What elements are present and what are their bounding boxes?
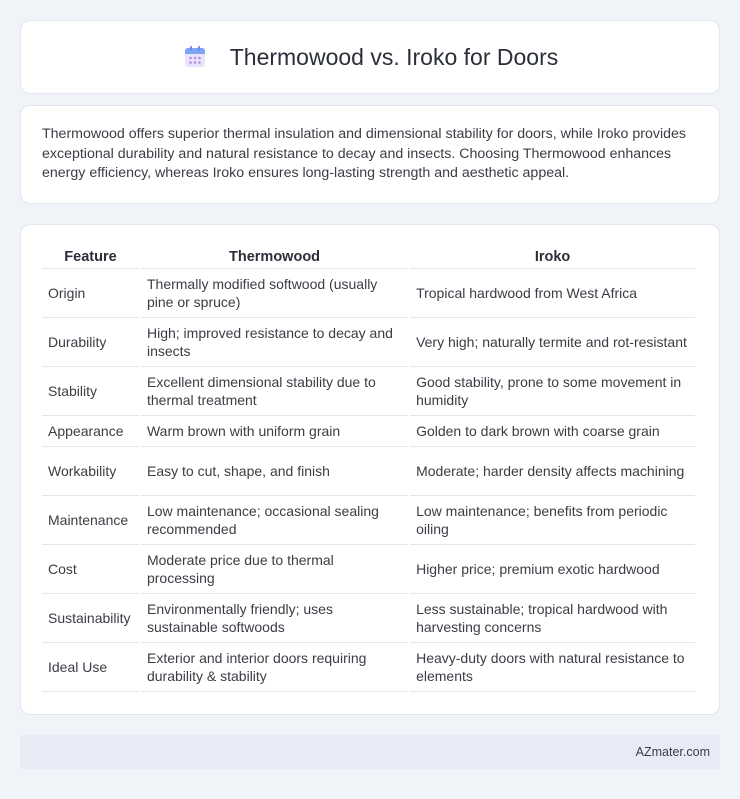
table-row	[42, 545, 695, 594]
thermowood-cell: Exterior and interior doors requiring durability & stability	[141, 643, 408, 692]
page-title: Thermowood vs. Iroko for Doors	[229, 43, 559, 70]
table-row	[42, 447, 695, 496]
iroko-cell: Tropical hardwood from West Africa	[410, 269, 695, 318]
feature-cell: Cost	[42, 545, 139, 594]
table-row	[42, 416, 695, 447]
header-iroko: Iroko	[410, 245, 695, 269]
table-header-row	[42, 245, 695, 269]
footer-brand: AZmater.com	[635, 745, 710, 759]
thermowood-cell: High; improved resistance to decay and insects	[141, 318, 408, 367]
feature-cell: Maintenance	[42, 496, 139, 545]
iroko-cell: Moderate; harder density affects machining	[410, 447, 695, 496]
feature-cell: Appearance	[42, 416, 139, 447]
table-row	[42, 496, 695, 545]
footer	[20, 735, 720, 769]
table-row	[42, 318, 695, 367]
intro-card	[20, 105, 720, 204]
comparison-table	[40, 245, 697, 692]
iroko-cell: Less sustainable; tropical hardwood with harvesting concerns	[410, 594, 695, 643]
table-row	[42, 269, 695, 318]
thermowood-cell: Excellent dimensional stability due to thermal treatment	[141, 367, 408, 416]
thermowood-cell: Thermally modified softwood (usually pine or spruce)	[141, 269, 408, 318]
table-row	[42, 643, 695, 692]
thermowood-cell: Moderate price due to thermal processing	[141, 545, 408, 594]
table-row	[42, 367, 695, 416]
table-row	[42, 594, 695, 643]
thermowood-cell: Low maintenance; occasional sealing recommended	[141, 496, 408, 545]
comparison-table-card	[20, 224, 720, 715]
iroko-cell: Heavy-duty doors with natural resistance to elements	[410, 643, 695, 692]
feature-cell: Durability	[42, 318, 139, 367]
intro-text: Thermowood offers superior thermal insulation and dimensional stability for doors, while Iroko provides exceptional durability and natural resistance to decay and insects. Choosing Thermowood enhances energy efficiency, whereas Iroko ensures long-lasting strength and aesthetic appeal.	[42, 126, 687, 181]
feature-cell: Origin	[42, 269, 139, 318]
feature-cell: Sustainability	[42, 594, 139, 643]
thermowood-cell: Warm brown with uniform grain	[141, 416, 408, 447]
iroko-cell: Higher price; premium exotic hardwood	[410, 545, 695, 594]
feature-cell: Workability	[42, 447, 139, 496]
header-feature: Feature	[42, 245, 139, 269]
iroko-cell: Golden to dark brown with coarse grain	[410, 416, 695, 447]
iroko-cell: Low maintenance; benefits from periodic oiling	[410, 496, 695, 545]
title-card	[20, 20, 720, 94]
thermowood-cell: Easy to cut, shape, and finish	[141, 447, 408, 496]
feature-cell: Stability	[42, 367, 139, 416]
feature-cell: Ideal Use	[42, 643, 139, 692]
header-thermowood: Thermowood	[141, 245, 408, 269]
thermowood-cell: Environmentally friendly; uses sustainable softwoods	[141, 594, 408, 643]
iroko-cell: Very high; naturally termite and rot-resistant	[410, 318, 695, 367]
iroko-cell: Good stability, prone to some movement in humidity	[410, 367, 695, 416]
calendar-icon	[182, 44, 208, 70]
